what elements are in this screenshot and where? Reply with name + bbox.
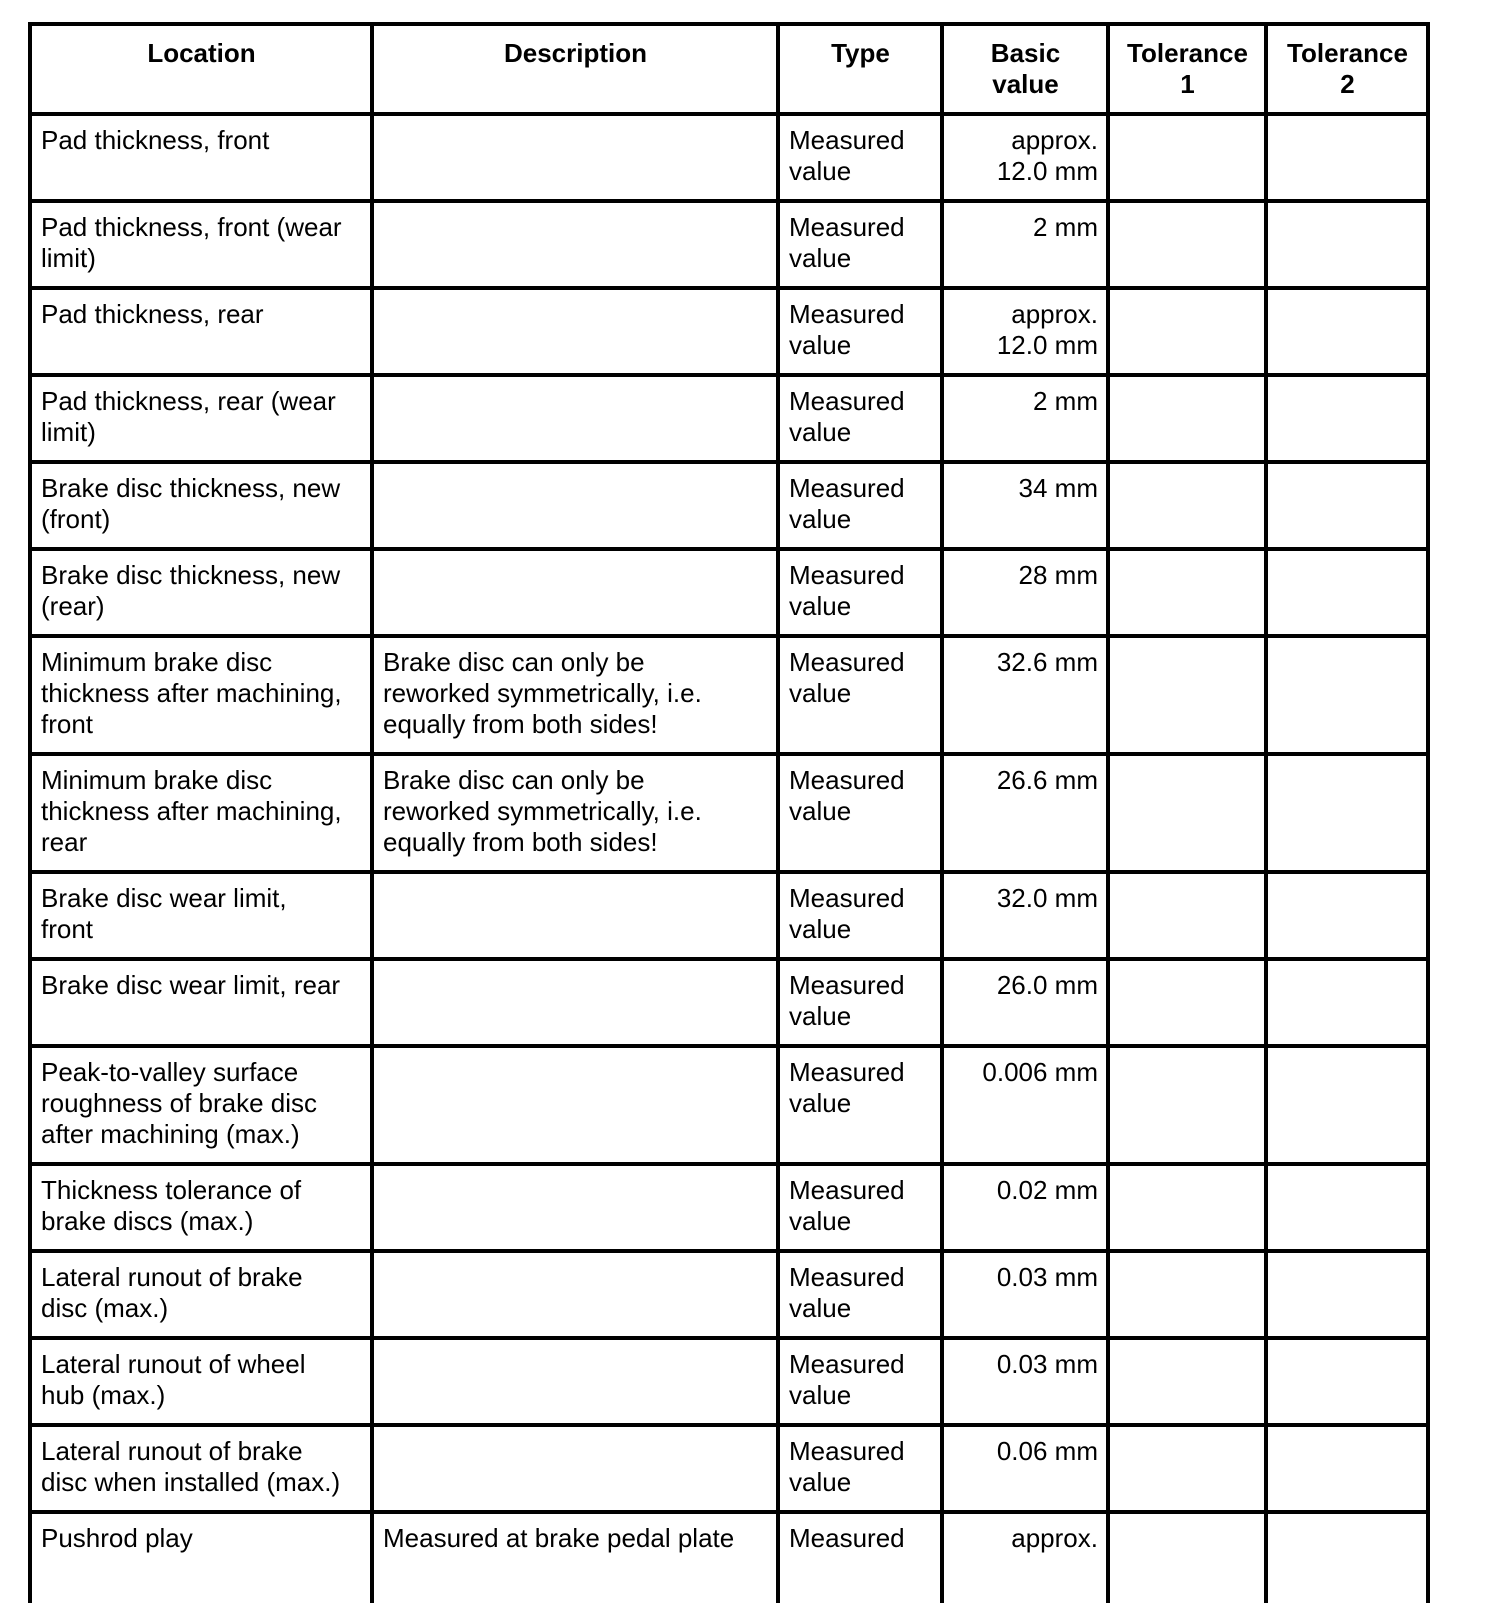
description-cell <box>372 549 778 636</box>
type-cell <box>778 872 942 959</box>
type-cell-text: Measured value <box>789 212 905 273</box>
description-cell <box>372 1251 778 1338</box>
tolerance-2-cell <box>1266 201 1428 288</box>
description-cell <box>372 872 778 959</box>
location-cell <box>30 959 372 1046</box>
basic-value-cell <box>942 1046 1108 1164</box>
location-cell-text: Lateral runout of brake disc when installed (max.) <box>41 1436 341 1497</box>
basic-value-cell-text: 26.6 mm <box>996 765 1098 795</box>
tolerance-2-cell <box>1266 375 1428 462</box>
description-cell <box>372 1425 778 1512</box>
basic-value-cell <box>942 375 1108 462</box>
tolerance-2-cell <box>1266 959 1428 1046</box>
basic-value-cell <box>942 1164 1108 1251</box>
location-cell <box>30 1425 372 1512</box>
location-cell <box>30 549 372 636</box>
location-cell-text: Minimum brake disc thickness after machining, rear <box>41 765 342 857</box>
location-cell <box>30 1251 372 1338</box>
basic-value-cell-text: 32.0 mm <box>996 883 1098 913</box>
location-cell-text: Minimum brake disc thickness after machining, front <box>41 647 342 739</box>
tolerance-1-cell <box>1108 1046 1266 1164</box>
specification-sheet <box>28 22 1426 1553</box>
tolerance-2-cell <box>1266 462 1428 549</box>
location-cell-text: Lateral runout of wheel hub (max.) <box>41 1349 306 1410</box>
description-cell <box>372 1338 778 1425</box>
type-cell <box>778 959 942 1046</box>
basic-value-cell-text: 28 mm <box>1018 560 1098 590</box>
table-row <box>30 1251 1428 1338</box>
description-cell <box>372 959 778 1046</box>
tolerance-1-cell <box>1108 1512 1266 1603</box>
basic-value-cell-text: approx. <box>1011 1523 1098 1553</box>
basic-value-cell <box>942 288 1108 375</box>
location-cell <box>30 754 372 872</box>
tolerance-1-cell <box>1108 636 1266 754</box>
location-cell <box>30 872 372 959</box>
description-cell <box>372 1046 778 1164</box>
type-cell <box>778 1425 942 1512</box>
tolerance-2-cell <box>1266 1164 1428 1251</box>
basic-value-cell-text: 0.03 mm <box>996 1349 1098 1379</box>
location-cell <box>30 1046 372 1164</box>
type-cell <box>778 636 942 754</box>
basic-value-cell <box>942 1251 1108 1338</box>
location-cell <box>30 1512 372 1603</box>
tolerance-2-cell <box>1266 1338 1428 1425</box>
type-cell <box>778 288 942 375</box>
tolerance-2-cell <box>1266 872 1428 959</box>
tolerance-2-cell <box>1266 549 1428 636</box>
location-cell-text: Peak-to-valley surface roughness of brake disc after machining (max.) <box>41 1057 318 1149</box>
table-row <box>30 201 1428 288</box>
tolerance-2-cell <box>1266 754 1428 872</box>
location-cell-text: Brake disc thickness, new (rear) <box>41 560 341 621</box>
location-cell <box>30 636 372 754</box>
tolerance-1-cell <box>1108 1338 1266 1425</box>
type-cell-text: Measured value <box>789 765 905 826</box>
location-cell <box>30 288 372 375</box>
description-cell-text: Brake disc can only be reworked symmetrically, i.e. equally from both sides! <box>383 647 702 739</box>
description-cell <box>372 288 778 375</box>
basic-value-cell-text: 0.006 mm <box>982 1057 1098 1087</box>
table-row <box>30 288 1428 375</box>
type-cell-text: Measured value <box>789 560 905 621</box>
basic-value-cell <box>942 1512 1108 1603</box>
description-cell-text: Measured at brake pedal plate <box>383 1523 735 1553</box>
location-cell <box>30 1338 372 1425</box>
tolerance-1-cell <box>1108 754 1266 872</box>
tolerance-1-cell <box>1108 375 1266 462</box>
location-cell-text: Brake disc wear limit, front <box>41 883 287 944</box>
location-cell-text: Brake disc wear limit, rear <box>41 970 341 1000</box>
tolerance-1-cell <box>1108 114 1266 201</box>
type-cell-text: Measured value <box>789 647 905 708</box>
basic-value-cell <box>942 462 1108 549</box>
basic-value-cell <box>942 636 1108 754</box>
table-row <box>30 872 1428 959</box>
location-cell-text: Thickness tolerance of brake discs (max.) <box>41 1175 302 1236</box>
table-row <box>30 959 1428 1046</box>
description-cell <box>372 1512 778 1603</box>
location-cell <box>30 462 372 549</box>
basic-value-cell <box>942 754 1108 872</box>
table-row <box>30 114 1428 201</box>
type-cell <box>778 1338 942 1425</box>
table-row <box>30 754 1428 872</box>
tolerance-2-cell <box>1266 1425 1428 1512</box>
location-cell-text: Pushrod play <box>41 1523 193 1553</box>
basic-value-cell <box>942 201 1108 288</box>
basic-value-cell-text: 34 mm <box>1018 473 1098 503</box>
tolerance-1-cell <box>1108 549 1266 636</box>
location-cell-text: Pad thickness, front (wear limit) <box>41 212 342 273</box>
tolerance-1-cell <box>1108 288 1266 375</box>
type-cell <box>778 1512 942 1603</box>
header-tolerance-2: Tolerance 2 <box>1266 24 1428 114</box>
type-cell-text: Measured value <box>789 125 905 186</box>
brake-specification-table <box>28 22 1430 1603</box>
basic-value-cell-text: 32.6 mm <box>996 647 1098 677</box>
type-cell-text: Measured value <box>789 1436 905 1497</box>
type-cell-text: Measured value <box>789 1175 905 1236</box>
type-cell <box>778 114 942 201</box>
basic-value-cell <box>942 1425 1108 1512</box>
table-row <box>30 549 1428 636</box>
header-tolerance-1: Tolerance 1 <box>1108 24 1266 114</box>
description-cell-text: Brake disc can only be reworked symmetrically, i.e. equally from both sides! <box>383 765 702 857</box>
basic-value-cell-text: 0.02 mm <box>996 1175 1098 1205</box>
table-row <box>30 1046 1428 1164</box>
location-cell-text: Pad thickness, front <box>41 125 270 155</box>
table-row <box>30 1338 1428 1425</box>
description-cell <box>372 114 778 201</box>
type-cell-text: Measured value <box>789 386 905 447</box>
tolerance-2-cell <box>1266 114 1428 201</box>
tolerance-2-cell <box>1266 1046 1428 1164</box>
location-cell-text: Lateral runout of brake disc (max.) <box>41 1262 303 1323</box>
tolerance-1-cell <box>1108 959 1266 1046</box>
type-cell <box>778 201 942 288</box>
location-cell <box>30 114 372 201</box>
description-cell <box>372 636 778 754</box>
tolerance-2-cell <box>1266 1251 1428 1338</box>
location-cell-text: Pad thickness, rear (wear limit) <box>41 386 336 447</box>
tolerance-2-cell <box>1266 636 1428 754</box>
basic-value-cell <box>942 549 1108 636</box>
description-cell <box>372 1164 778 1251</box>
tolerance-1-cell <box>1108 462 1266 549</box>
header-row <box>30 24 1428 114</box>
basic-value-cell-text: 2 mm <box>1033 386 1098 416</box>
table-row <box>30 1425 1428 1512</box>
type-cell <box>778 375 942 462</box>
table-row <box>30 1512 1428 1603</box>
header-type: Type <box>778 24 942 114</box>
basic-value-cell <box>942 872 1108 959</box>
description-cell <box>372 754 778 872</box>
basic-value-cell-text: 0.03 mm <box>996 1262 1098 1292</box>
header-description: Description <box>372 24 778 114</box>
description-cell <box>372 201 778 288</box>
table-row <box>30 1164 1428 1251</box>
basic-value-cell-text: approx. 12.0 mm <box>996 299 1098 360</box>
tolerance-1-cell <box>1108 1425 1266 1512</box>
type-cell-text: Measured <box>789 1523 905 1553</box>
type-cell <box>778 462 942 549</box>
tolerance-2-cell <box>1266 288 1428 375</box>
type-cell <box>778 1251 942 1338</box>
basic-value-cell-text: approx. 12.0 mm <box>996 125 1098 186</box>
type-cell-text: Measured value <box>789 299 905 360</box>
type-cell <box>778 1164 942 1251</box>
location-cell <box>30 201 372 288</box>
basic-value-cell-text: 26.0 mm <box>996 970 1098 1000</box>
header-location: Location <box>30 24 372 114</box>
location-cell-text: Brake disc thickness, new (front) <box>41 473 341 534</box>
type-cell-text: Measured value <box>789 1057 905 1118</box>
tolerance-1-cell <box>1108 872 1266 959</box>
tolerance-1-cell <box>1108 1251 1266 1338</box>
location-cell <box>30 375 372 462</box>
basic-value-cell <box>942 1338 1108 1425</box>
type-cell-text: Measured value <box>789 970 905 1031</box>
type-cell-text: Measured value <box>789 883 905 944</box>
type-cell <box>778 1046 942 1164</box>
location-cell-text: Pad thickness, rear <box>41 299 264 329</box>
tolerance-1-cell <box>1108 201 1266 288</box>
description-cell <box>372 375 778 462</box>
tolerance-1-cell <box>1108 1164 1266 1251</box>
tolerance-2-cell <box>1266 1512 1428 1603</box>
table-row <box>30 375 1428 462</box>
table-row <box>30 462 1428 549</box>
type-cell-text: Measured value <box>789 1349 905 1410</box>
basic-value-cell <box>942 959 1108 1046</box>
table-row <box>30 636 1428 754</box>
description-cell <box>372 462 778 549</box>
location-cell <box>30 1164 372 1251</box>
type-cell-text: Measured value <box>789 1262 905 1323</box>
header-basic-value: Basic value <box>942 24 1108 114</box>
basic-value-cell-text: 2 mm <box>1033 212 1098 242</box>
table-body <box>30 114 1428 1603</box>
basic-value-cell <box>942 114 1108 201</box>
type-cell <box>778 549 942 636</box>
type-cell <box>778 754 942 872</box>
basic-value-cell-text: 0.06 mm <box>996 1436 1098 1466</box>
type-cell-text: Measured value <box>789 473 905 534</box>
